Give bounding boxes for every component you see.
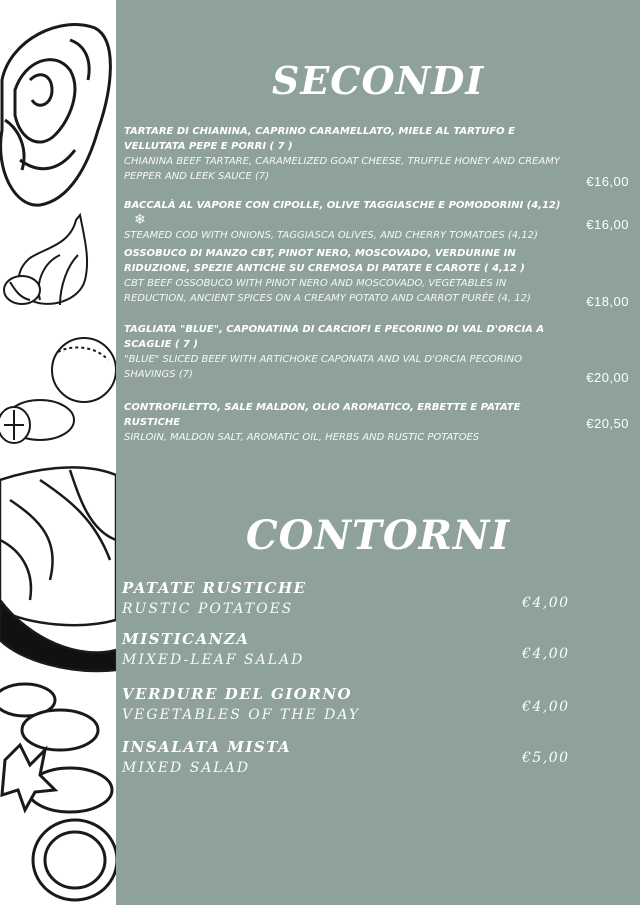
side-item (122, 629, 572, 671)
side-name-it: VERDURE DEL GIORNO (122, 685, 353, 703)
dish-name-it: CONTROFILETTO, SALE MALDON, OLIO AROMATICO, ERBETTE E PATATE RUSTICHE (124, 402, 521, 428)
side-item (122, 684, 572, 726)
snowflake-icon: ❄ (134, 212, 146, 228)
side-price: €4,00 (522, 699, 570, 715)
dish-name-en: CHIANINA BEEF TARTARE, CARAMELIZED GOAT CHEESE, TRUFFLE HONEY AND CREAMY PEPPER AND LEEK SAUCE (7) (124, 156, 561, 182)
dish-name-it: TAGLIATA "BLUE", CAPONATINA DI CARCIOFI E PECORINO DI VAL D'ORCIA A SCAGLIE ( 7 ) (124, 324, 545, 350)
dish-price: €18,00 (586, 294, 629, 309)
dish-name-en: CBT BEEF OSSOBUCO WITH PINOT NERO AND MOSCOVADO, VEGETABLES IN REDUCTION, ANCIENT SPICES ON A CREAMY POTATO AND CARROT PURÉE (4, 12) (124, 278, 531, 304)
side-price: €4,00 (522, 646, 570, 662)
food-illustrations (0, 0, 116, 905)
dish-item (124, 322, 629, 385)
side-price: €5,00 (522, 750, 570, 766)
section-title-secondi: SECONDI (271, 58, 485, 103)
citrus-illustration (0, 338, 116, 443)
dish-name-en: "BLUE" SLICED BEEF WITH ARTICHOKE CAPONATA AND VAL D'ORCIA PECORINO SHAVINGS (7) (124, 354, 522, 380)
fish-fillet-illustration (0, 467, 116, 671)
dish-name-it: OSSOBUCO DI MANZO CBT, PINOT NERO, MOSCOVADO, VERDURINE IN RIDUZIONE, SPEZIE ANTICHE SU CREMOSA DI PATATE E CAROTE ( 4,12 ) (124, 248, 525, 274)
dish-name-en: STEAMED COD WITH ONIONS, TAGGIASCA OLIVES, AND CHERRY TOMATOES (4,12) (124, 230, 538, 241)
side-name-en: RUSTIC POTATOES (122, 601, 294, 617)
steak-illustration (1, 25, 111, 206)
side-name-en: VEGETABLES OF THE DAY (122, 707, 361, 723)
dish-item (124, 198, 629, 243)
side-item (122, 737, 572, 779)
dish-name-it: BACCALÀ AL VAPORE CON CIPOLLE, OLIVE TAGGIASCHE E POMODORINI (4,12) (124, 200, 561, 211)
dish-item (124, 124, 629, 189)
dish-item (124, 246, 629, 309)
dish-price: €20,00 (586, 370, 629, 385)
section-title-contorni: CONTORNI (245, 512, 511, 559)
dish-name-en: SIRLOIN, MALDON SALT, AROMATIC OIL, HERBS AND RUSTIC POTATOES (124, 432, 480, 443)
zucchini-illustration (0, 684, 116, 900)
side-name-it: MISTICANZA (122, 630, 250, 648)
garlic-illustration (4, 215, 87, 305)
dish-price: €16,00 (586, 174, 629, 189)
dish-item (124, 400, 629, 445)
side-price: €4,00 (522, 595, 570, 611)
dish-name-it: TARTARE DI CHIANINA, CAPRINO CARAMELLATO, MIELE AL TARTUFO E VELLUTATA PEPE E PORRI ( 7 ) (124, 126, 515, 152)
menu-panel (116, 0, 640, 905)
illustration-strip (0, 0, 116, 905)
side-name-it: PATATE RUSTICHE (122, 579, 307, 597)
dish-price: €20,50 (586, 416, 629, 431)
side-name-it: INSALATA MISTA (122, 738, 292, 756)
side-name-en: MIXED-LEAF SALAD (122, 652, 305, 668)
side-item (122, 578, 572, 620)
side-name-en: MIXED SALAD (122, 760, 251, 776)
dish-price: €16,00 (586, 217, 629, 232)
